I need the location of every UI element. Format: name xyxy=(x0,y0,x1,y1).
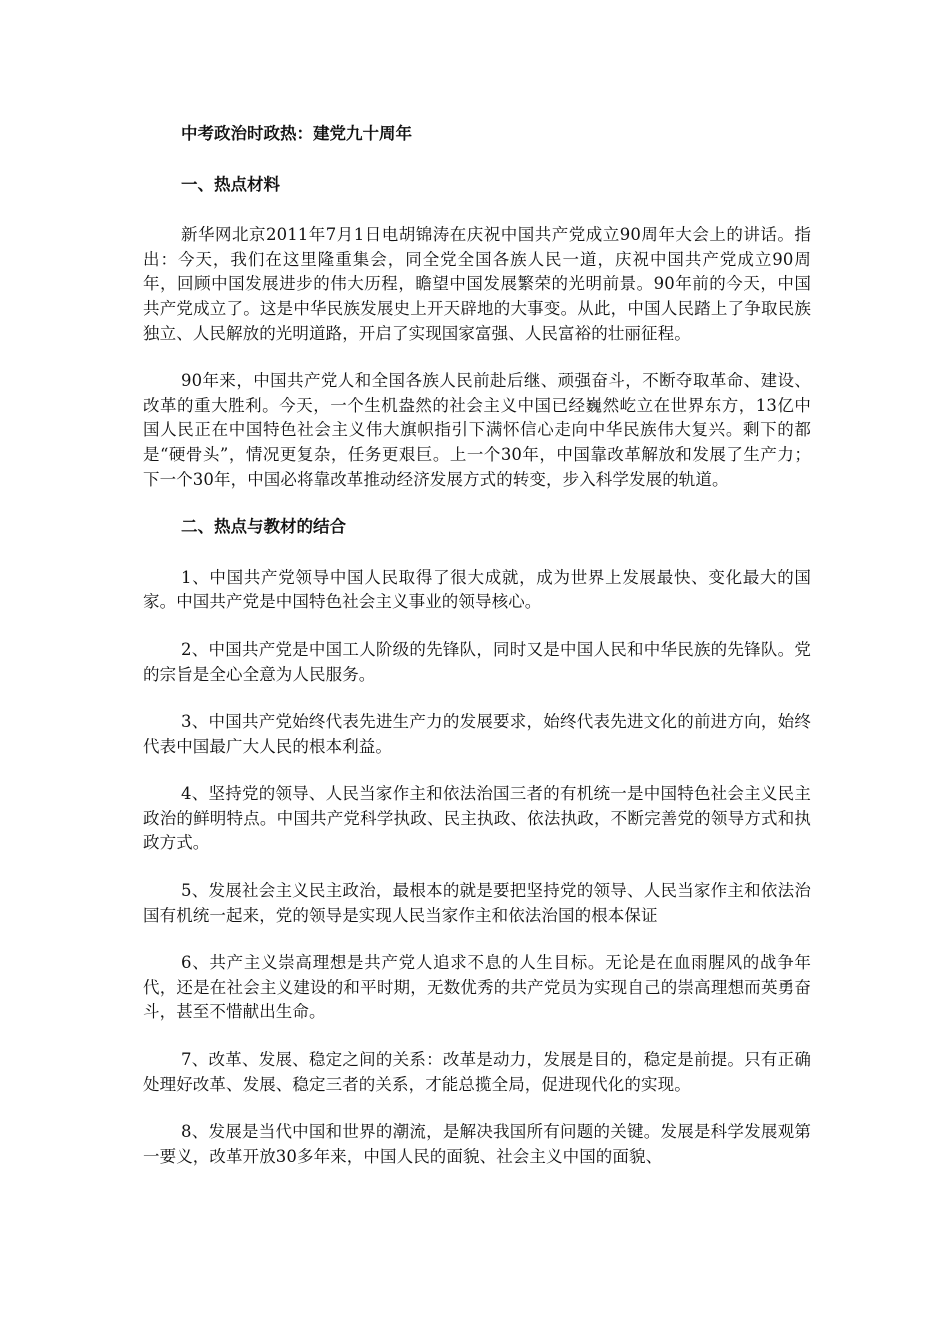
document-title: 中考政治时政热：建党九十周年 xyxy=(181,124,412,143)
list-item: 6、共产主义崇高理想是共产党人追求不息的人生目标。无论是在血雨腥风的战争年代，还是在社会主义建设的和平时期，无数优秀的共产党员为实现自己的崇高理想而英勇奋斗，甚至不惜献出生命。 xyxy=(143,953,811,1022)
list-item: 3、中国共产党始终代表先进生产力的发展要求，始终代表先进文化的前进方向，始终代表中国最广大人民的根本利益。 xyxy=(143,712,811,756)
list-item: 4、坚持党的领导、人民当家作主和依法治国三者的有机统一是中国特色社会主义民主政治的鲜明特点。中国共产党科学执政、民主执政、依法执政，不断完善党的领导方式和执政方式。 xyxy=(143,784,811,853)
paragraph: 90年来，中国共产党人和全国各族人民前赴后继、顽强奋斗，不断夺取革命、建设、改革的重大胜利。今天，一个生机盎然的社会主义中国已经巍然屹立在世界东方，13亿中国人民正在中国特色社会主义伟大旗帜指引下满怀信心走向中华民族伟大复兴。剩下的都是“硬骨头”，情况更复杂，任务更艰巨。上一个30年，中国靠改革解放和发展了生产力；下一个30年，中国必将靠改革推动经济发展方式的转变，步入科学发展的轨道。 xyxy=(143,371,811,489)
section-heading-hot-material: 一、热点材料 xyxy=(181,174,280,194)
section-heading-textbook-link: 二、热点与教材的结合 xyxy=(181,517,346,537)
list-item: 2、中国共产党是中国工人阶级的先锋队，同时又是中国人民和中华民族的先锋队。党的宗旨是全心全意为人民服务。 xyxy=(143,639,811,684)
paragraph: 新华网北京2011年7月1日电胡锦涛在庆祝中国共产党成立90周年大会上的讲话。指出：今天，我们在这里隆重集会，同全党全国各族人民一道，庆祝中国共产党成立90周年，回顾中国发展进步的伟大历程，瞻望中国发展繁荣的光明前景。90年前的今天，中国共产党成立了。这是中华民族发展史上开天辟地的大事变。从此，中国人民踏上了争取民族独立、人民解放的光明道路，开启了实现国家富强、人民富裕的壮丽征程。 xyxy=(143,225,811,343)
list-item: 8、发展是当代中国和世界的潮流，是解决我国所有问题的关键。发展是科学发展观第一要义，改革开放30多年来，中国人民的面貌、社会主义中国的面貌、 xyxy=(143,1122,811,1166)
list-item: 1、中国共产党领导中国人民取得了很大成就，成为世界上发展最快、变化最大的国家。中国共产党是中国特色社会主义事业的领导核心。 xyxy=(143,567,811,612)
list-item: 7、改革、发展、稳定之间的关系：改革是动力，发展是目的，稳定是前提。只有正确处理好改革、发展、稳定三者的关系，才能总揽全局，促进现代化的实现。 xyxy=(143,1050,811,1094)
list-item: 5、发展社会主义民主政治，最根本的就是要把坚持党的领导、人民当家作主和依法治国有机统一起来，党的领导是实现人民当家作主和依法治国的根本保证 xyxy=(143,881,811,925)
document-page xyxy=(143,122,811,1192)
